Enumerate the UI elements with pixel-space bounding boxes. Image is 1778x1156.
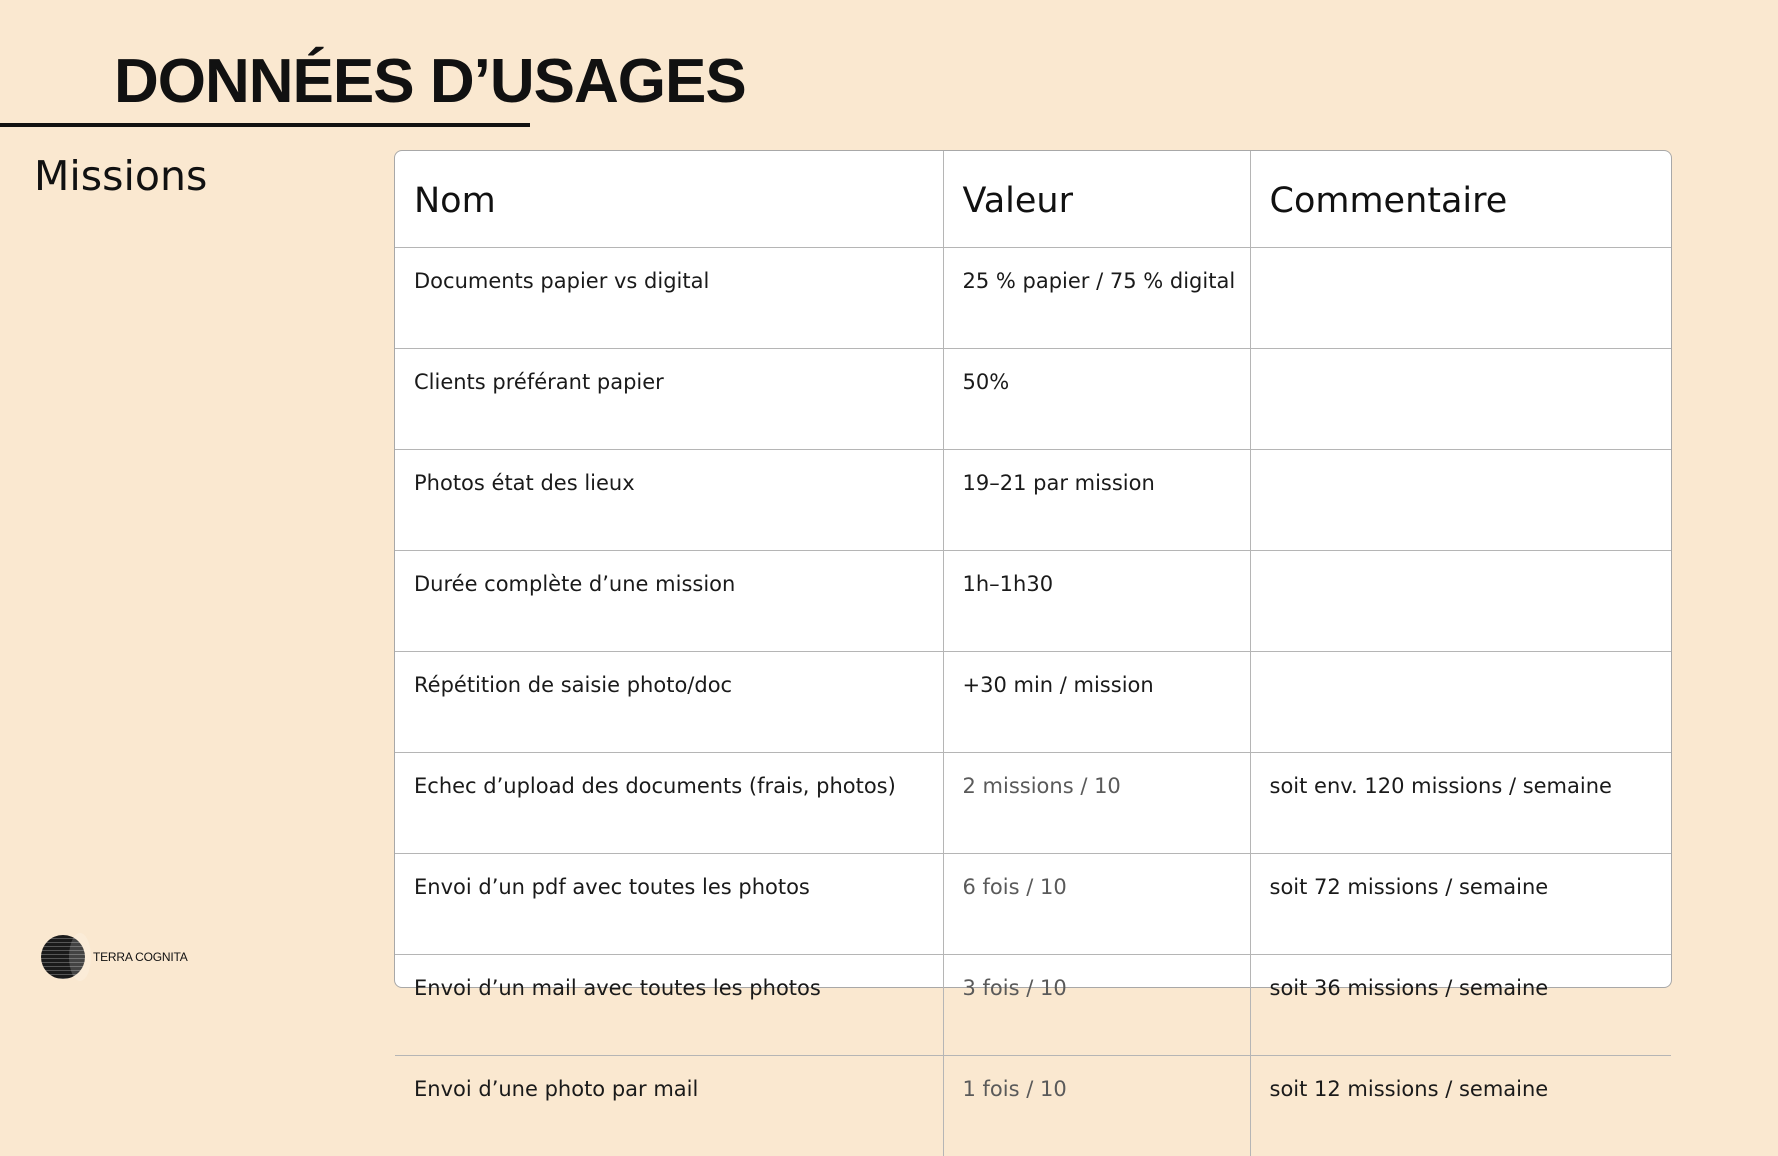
cell-value: 2 missions / 10	[943, 753, 1250, 854]
cell-value: 1 fois / 10	[943, 1056, 1250, 1156]
cell-comment	[1250, 248, 1671, 349]
cell-comment	[1250, 349, 1671, 450]
cell-name: Photos état des lieux	[395, 450, 943, 551]
table-row	[395, 753, 1671, 854]
cell-value: 6 fois / 10	[943, 854, 1250, 955]
table-row	[395, 955, 1671, 1056]
cell-comment: soit 36 missions / semaine	[1250, 955, 1671, 1056]
cell-value: +30 min / mission	[943, 652, 1250, 753]
column-header-name: Nom	[395, 151, 943, 248]
cell-value: 3 fois / 10	[943, 955, 1250, 1056]
table-row	[395, 248, 1671, 349]
cell-value: 1h–1h30	[943, 551, 1250, 652]
table-header-row	[395, 151, 1671, 248]
cell-name: Envoi d’une photo par mail	[395, 1056, 943, 1156]
table-row	[395, 450, 1671, 551]
cell-comment	[1250, 652, 1671, 753]
cell-name: Durée complète d’une mission	[395, 551, 943, 652]
cell-name: Documents papier vs digital	[395, 248, 943, 349]
cell-comment	[1250, 551, 1671, 652]
cell-name: Envoi d’un mail avec toutes les photos	[395, 955, 943, 1056]
cell-value: 50%	[943, 349, 1250, 450]
table-row	[395, 1056, 1671, 1156]
brand-logo	[41, 935, 188, 979]
cell-name: Répétition de saisie photo/doc	[395, 652, 943, 753]
cell-comment: soit env. 120 missions / semaine	[1250, 753, 1671, 854]
table-row	[395, 652, 1671, 753]
cell-comment: soit 72 missions / semaine	[1250, 854, 1671, 955]
cell-value: 19–21 par mission	[943, 450, 1250, 551]
page-title: DONNÉES D’USAGES	[114, 42, 746, 122]
data-table	[395, 151, 1671, 1156]
cell-value: 25 % papier / 75 % digital	[943, 248, 1250, 349]
cell-comment	[1250, 450, 1671, 551]
table-row	[395, 551, 1671, 652]
logo-text: TERRA COGNITA	[93, 950, 188, 964]
cell-name: Echec d’upload des documents (frais, photos)	[395, 753, 943, 854]
column-header-comment: Commentaire	[1250, 151, 1671, 248]
table-row	[395, 854, 1671, 955]
column-header-value: Valeur	[943, 151, 1250, 248]
cell-name: Clients préférant papier	[395, 349, 943, 450]
cell-comment: soit 12 missions / semaine	[1250, 1056, 1671, 1156]
cell-name: Envoi d’un pdf avec toutes les photos	[395, 854, 943, 955]
usage-data-table	[394, 150, 1672, 988]
section-label: Missions	[34, 146, 207, 206]
table-row	[395, 349, 1671, 450]
striped-circle-logo-icon	[41, 935, 85, 979]
title-underline	[0, 123, 530, 127]
